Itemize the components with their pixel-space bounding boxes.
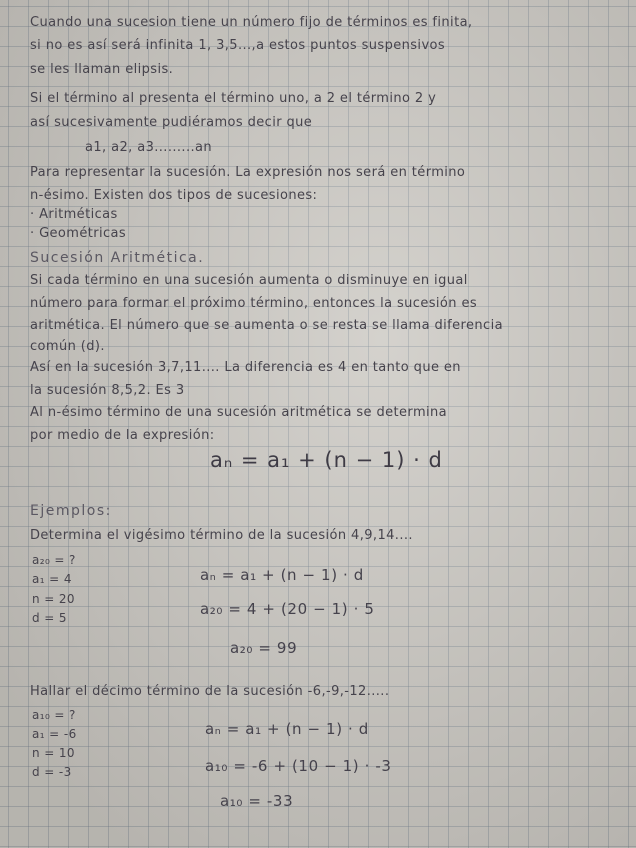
terms-line-2: así sucesivamente pudiéramos decir que <box>30 115 313 130</box>
examples-title: Ejemplos: <box>30 503 112 519</box>
arith-line-2: número para formar el próximo término, entonces la sucesión es <box>30 296 478 311</box>
example-1-given-d: d = 5 <box>32 611 67 625</box>
arith-line-8: por medio de la expresión: <box>30 428 215 443</box>
arith-line-5: Así en la sucesión 3,7,11.... La diferencia es 4 en tanto que en <box>30 360 461 375</box>
example-2-substitution: a₁₀ = -6 + (10 − 1) · -3 <box>205 757 392 775</box>
example-2-result: a₁₀ = -33 <box>220 792 294 810</box>
arith-line-4: común (d). <box>30 339 105 354</box>
arithmetic-section-title: Sucesión Aritmética. <box>30 250 205 266</box>
type-geometric: · Geométricas <box>30 226 127 241</box>
intro-line-2: si no es así será infinita 1, 3,5...,a estos puntos suspensivos <box>30 38 446 53</box>
example-1-formula: aₙ = a₁ + (n − 1) · d <box>200 566 364 584</box>
example-2-given-d: d = -3 <box>32 765 72 779</box>
type-arithmetic: · Aritméticas <box>30 207 118 222</box>
example-1-given-n: n = 20 <box>32 592 75 606</box>
types-line-2: n-ésimo. Existen dos tipos de sucesiones: <box>30 188 318 203</box>
intro-line-1: Cuando una sucesion tiene un número fijo de términos es finita, <box>30 15 473 30</box>
example-2-given-n: n = 10 <box>32 746 75 760</box>
example-2-given-term: a₁₀ = ? <box>32 708 76 722</box>
types-line-1: Para representar la sucesión. La expresión nos será en término <box>30 165 466 180</box>
example-1-prompt: Determina el vigésimo término de la sucesión 4,9,14.... <box>30 528 413 543</box>
arith-line-3: aritmética. El número que se aumenta o se resta se llama diferencia <box>30 318 503 333</box>
example-1-given-term: a₂₀ = ? <box>32 553 76 567</box>
intro-line-3: se les llaman elipsis. <box>30 62 174 77</box>
arith-line-7: Al n-ésimo término de una sucesión aritmética se determina <box>30 405 448 420</box>
example-2-prompt: Hallar el décimo término de la sucesión -6,-9,-12..... <box>30 684 390 699</box>
arith-line-1: Si cada término en una sucesión aumenta o disminuye en igual <box>30 273 468 288</box>
example-1-given-a1: a₁ = 4 <box>32 572 72 586</box>
example-2-formula: aₙ = a₁ + (n − 1) · d <box>205 720 369 738</box>
arith-line-6: la sucesión 8,5,2. Es 3 <box>30 383 185 398</box>
example-1-substitution: a₂₀ = 4 + (20 − 1) · 5 <box>200 600 375 618</box>
example-2-given-a1: a₁ = -6 <box>32 727 77 741</box>
terms-sequence: a1, a2, a3.........an <box>85 140 213 155</box>
terms-line-1: Si el término al presenta el término uno, a 2 el término 2 y <box>30 91 437 106</box>
example-1-result: a₂₀ = 99 <box>230 639 298 657</box>
main-formula: aₙ = a₁ + (n − 1) · d <box>210 448 443 472</box>
